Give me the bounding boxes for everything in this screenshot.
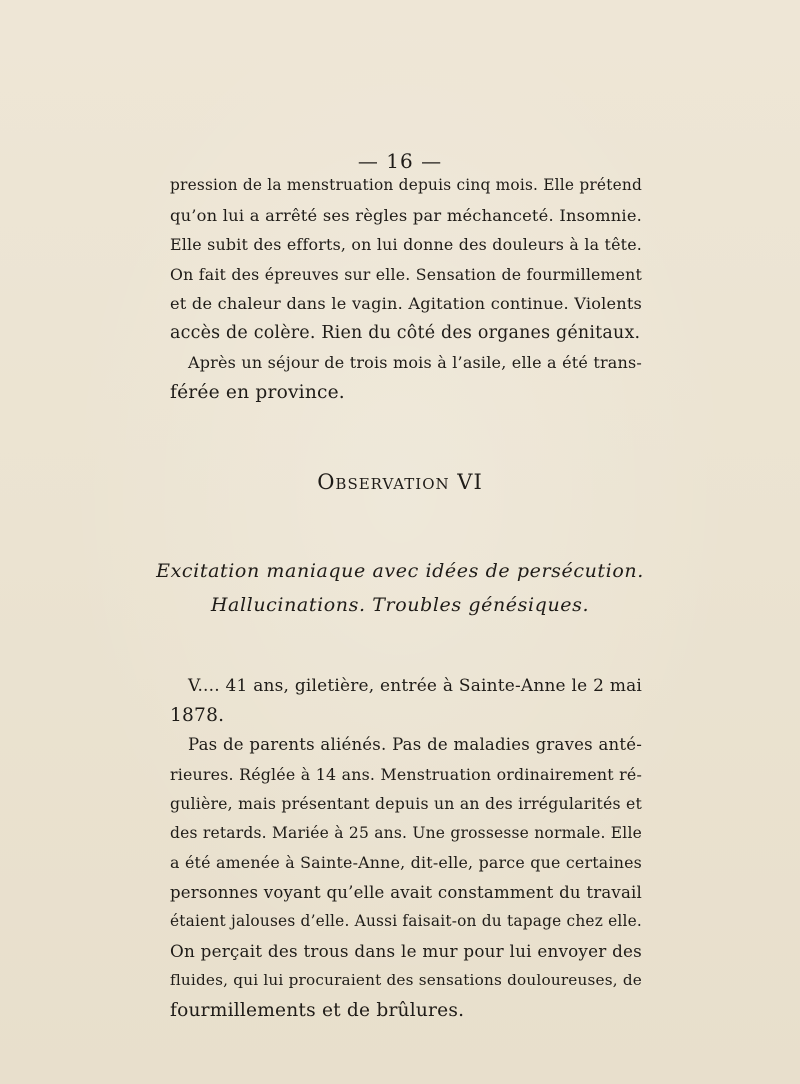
text-line: On perçait des trous dans le mur pour lui envoyer des: [170, 940, 642, 961]
text-line: rieures. Réglée à 14 ans. Menstruation ordinairement ré-: [170, 764, 642, 784]
observation-subtitle-line1: Excitation maniaque avec idées de persécution.: [156, 560, 644, 582]
text-line: On fait des épreuves sur elle. Sensation de fourmillement: [170, 264, 642, 284]
text-line: personnes voyant qu’elle avait constamment du travail: [170, 882, 642, 902]
text-line: V.... 41 ans, giletière, entrée à Sainte-Anne le 2 mai: [188, 675, 642, 695]
text-line: Pas de parents aliénés. Pas de maladies graves anté-: [188, 735, 642, 754]
text-line: 1878.: [170, 704, 225, 726]
case-body: [170, 730, 642, 1025]
text-line: pression de la menstruation depuis cinq mois. Elle prétend: [170, 176, 642, 194]
text-line: étaient jalouses d’elle. Aussi faisait-on du tapage chez elle.: [170, 912, 642, 930]
text-line: férée en province.: [170, 381, 345, 403]
text-line: fourmillements et de brûlures.: [170, 999, 465, 1021]
text-line: a été amenée à Sainte-Anne, dit-elle, parce que certaines: [170, 853, 642, 872]
observation-subtitle-line2: Hallucinations. Troubles génésiques.: [210, 594, 590, 616]
text-line: qu’on lui a arrêté ses règles par méchanceté. Insomnie.: [170, 205, 642, 225]
observation-title: Observation VI: [317, 470, 483, 494]
text-line: accès de colère. Rien du côté des organes génitaux.: [170, 322, 641, 343]
text-line: des retards. Mariée à 25 ans. Une grossesse normale. Elle: [170, 823, 642, 842]
text-line: fluides, qui lui procuraient des sensations douloureuses, de: [170, 971, 642, 989]
text-line: et de chaleur dans le vagin. Agitation continue. Violents: [170, 294, 642, 313]
text-line: Après un séjour de trois mois à l’asile, elle a été trans-: [188, 353, 642, 372]
case-intro: [170, 671, 642, 730]
text-line: Elle subit des efforts, on lui donne des douleurs à la tête.: [170, 235, 642, 254]
page-number: — 16 —: [357, 149, 443, 173]
top-paragraph: [170, 171, 642, 407]
text-line: gulière, mais présentant depuis un an des irrégularités et: [170, 794, 642, 813]
